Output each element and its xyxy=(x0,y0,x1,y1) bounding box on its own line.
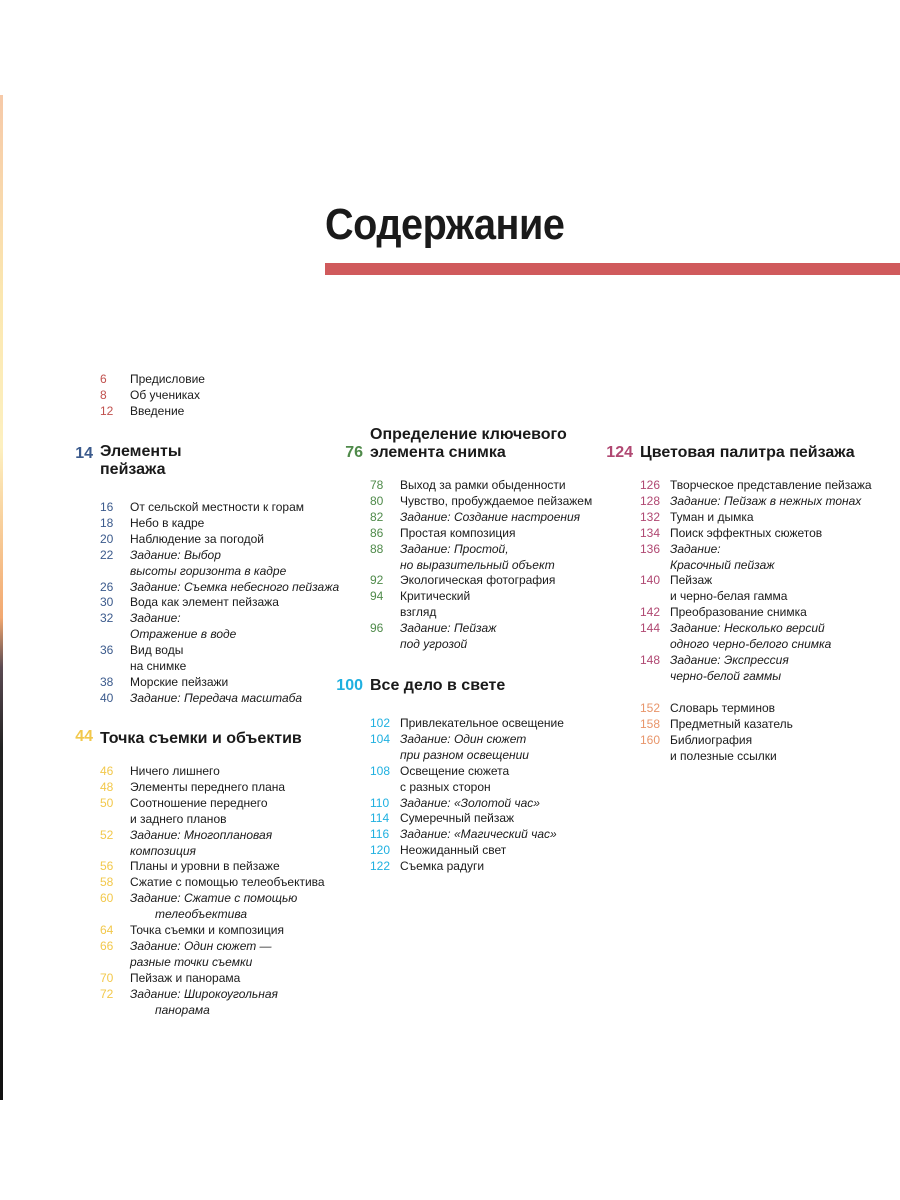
entry-title: Поиск эффектных сюжетов xyxy=(670,525,823,540)
toc-entry-line xyxy=(100,844,325,860)
toc-entry[interactable] xyxy=(100,691,339,707)
toc-entry-line xyxy=(640,733,793,749)
toc-entry-line xyxy=(100,627,339,643)
toc-entry-line xyxy=(370,478,592,494)
page-number: 26 xyxy=(100,579,114,594)
entry-title: Задание: Один сюжет — xyxy=(130,938,272,953)
toc-entry[interactable] xyxy=(100,580,339,596)
page-number-spacer xyxy=(100,844,130,860)
entry-title: композиция xyxy=(130,843,196,858)
toc-entry-line xyxy=(640,701,793,717)
toc-entry-line xyxy=(100,875,325,891)
toc-entry-line xyxy=(100,372,205,388)
entry-title: телеобъектива xyxy=(155,907,248,922)
entry-title: под угрозой xyxy=(400,637,468,652)
section-number: 44 xyxy=(75,728,93,745)
section-number: 100 xyxy=(336,677,363,694)
page-number: 108 xyxy=(370,763,391,778)
toc-entry-line xyxy=(100,691,339,707)
toc-entry[interactable] xyxy=(100,891,325,923)
toc-entry-line xyxy=(100,796,325,812)
toc-entry[interactable] xyxy=(640,542,872,574)
entry-title: Чувство, пробуждаемое пейзажем xyxy=(400,493,593,508)
page-number: 78 xyxy=(370,478,384,492)
toc-entry-line xyxy=(370,764,564,780)
toc-entry[interactable] xyxy=(100,500,339,516)
toc-entry-line xyxy=(100,675,339,691)
toc-entry-line xyxy=(100,643,339,659)
page-number: 128 xyxy=(640,493,661,508)
page-number: 102 xyxy=(370,716,391,730)
toc-entry-line xyxy=(370,780,564,796)
toc-entry[interactable] xyxy=(370,764,564,796)
page-number: 114 xyxy=(370,811,390,826)
entry-title: Простая композиция xyxy=(400,525,516,540)
page-number: 20 xyxy=(100,531,114,546)
entry-title: Задание: Несколько версий xyxy=(670,621,825,636)
toc-entry[interactable] xyxy=(100,939,325,971)
toc-entry[interactable] xyxy=(100,859,325,875)
entry-title: От сельской местности к горам xyxy=(130,500,305,514)
page-number: 50 xyxy=(100,795,114,810)
toc-entry-line xyxy=(640,478,872,494)
page-number: 46 xyxy=(100,764,114,778)
entry-title: панорама xyxy=(155,1002,210,1017)
toc-list xyxy=(100,764,325,1019)
page-number-spacer xyxy=(370,637,400,653)
entry-title: Задание: Широкоугольная xyxy=(130,986,278,1001)
toc-entry-line xyxy=(370,732,564,748)
page-number: 70 xyxy=(100,970,114,985)
entry-title: Ничего лишнего xyxy=(130,764,220,778)
toc-entry-line xyxy=(100,580,339,596)
page-number: 142 xyxy=(640,605,661,620)
entry-title: Сумеречный пейзаж xyxy=(400,811,515,826)
entry-title: Задание: Создание настроения xyxy=(400,509,581,524)
page-number: 32 xyxy=(100,611,114,626)
toc-entry[interactable] xyxy=(100,796,325,828)
page-number: 126 xyxy=(640,478,661,492)
toc-entry[interactable] xyxy=(370,621,592,653)
page-number: 18 xyxy=(100,515,114,530)
entry-title: Задание: «Магический час» xyxy=(400,827,557,842)
page-number: 120 xyxy=(370,843,391,858)
toc-entry-line xyxy=(100,859,325,875)
page-number: 152 xyxy=(640,701,661,715)
page-title: Содержание xyxy=(325,200,565,249)
toc-entry-line xyxy=(100,595,339,611)
page-number: 92 xyxy=(370,573,384,588)
entry-title: Выход за рамки обыденности xyxy=(400,478,566,492)
toc-entry-line xyxy=(640,605,872,621)
toc-list xyxy=(640,478,872,685)
toc-entry-line xyxy=(640,494,872,510)
page-number: 22 xyxy=(100,547,114,562)
toc-entry[interactable] xyxy=(100,404,205,420)
toc-entry-line xyxy=(640,621,872,637)
section-heading-line: Цветовая палитра пейзажа xyxy=(640,444,855,461)
page-number-spacer xyxy=(640,589,670,605)
toc-entry-line xyxy=(370,542,592,558)
entry-title: высоты горизонта в кадре xyxy=(130,563,287,578)
section-heading-line: Точка съемки и объектив xyxy=(100,730,302,747)
page-number: 94 xyxy=(370,589,384,604)
toc-entry-line xyxy=(370,827,564,843)
entry-title: Элементы переднего плана xyxy=(130,779,286,794)
page-number: 30 xyxy=(100,595,114,610)
entry-title: Задание: Пейзаж в нежных тонах xyxy=(670,493,862,508)
entry-title: Точка съемки и композиция xyxy=(130,923,284,938)
toc-entry[interactable] xyxy=(370,542,592,574)
toc-entry-line xyxy=(640,526,872,542)
toc-entry[interactable] xyxy=(100,548,339,580)
page-number: 12 xyxy=(100,403,114,418)
toc-entry-line xyxy=(100,659,339,675)
toc-entry-line xyxy=(370,637,592,653)
section-number: 76 xyxy=(345,444,363,461)
toc-entry-line xyxy=(100,923,325,939)
toc-entry[interactable] xyxy=(100,532,339,548)
entry-title: Предисловие xyxy=(130,372,205,386)
entry-title: Библиография xyxy=(670,732,753,747)
page-number: 36 xyxy=(100,643,114,658)
toc-entry[interactable] xyxy=(100,388,205,404)
entry-title: Задание: Простой, xyxy=(400,541,509,556)
entry-title: Наблюдение за погодой xyxy=(130,531,265,546)
toc-entry[interactable] xyxy=(370,510,592,526)
toc-list xyxy=(370,716,564,875)
toc-entry-line xyxy=(100,532,339,548)
section-heading-line: Определение ключевого xyxy=(370,426,567,443)
page-number-spacer xyxy=(370,780,400,796)
section-heading[interactable] xyxy=(100,730,302,748)
page-number: 80 xyxy=(370,493,384,508)
page-number: 96 xyxy=(370,621,384,636)
toc-entry-line xyxy=(100,548,339,564)
entry-title: Задание: Многоплановая xyxy=(130,827,273,842)
page-number: 134 xyxy=(640,525,661,540)
entry-title: Критический xyxy=(400,589,471,604)
toc-entry-line xyxy=(640,589,872,605)
toc-list xyxy=(640,701,793,765)
page-number-spacer xyxy=(640,637,670,653)
entry-title: Планы и уровни в пейзаже xyxy=(130,859,280,874)
page-number: 144 xyxy=(640,621,661,636)
toc-entry[interactable] xyxy=(100,971,325,987)
toc-entry-line xyxy=(370,494,592,510)
page-number-spacer xyxy=(640,558,670,574)
page-number: 158 xyxy=(640,716,661,731)
page-number-spacer xyxy=(100,955,130,971)
entry-title: на снимке xyxy=(130,659,187,674)
entry-title: Пейзаж и панорама xyxy=(130,970,241,985)
toc-entry-line xyxy=(100,500,339,516)
entry-title: Задание: «Золотой час» xyxy=(400,795,540,810)
page-number-spacer xyxy=(100,627,130,643)
toc-entry-line xyxy=(100,828,325,844)
page-edge-strip xyxy=(0,95,3,1100)
entry-title: Освещение сюжета xyxy=(400,763,510,778)
entry-title: Творческое представление пейзажа xyxy=(670,478,872,492)
toc-entry-line xyxy=(640,749,793,765)
entry-title: Задание: Сжатие с помощью xyxy=(130,891,298,906)
entry-title: Съемка радуги xyxy=(400,859,485,874)
page-number-spacer xyxy=(100,812,130,828)
entry-title: Вид воды xyxy=(130,643,184,658)
page-number: 86 xyxy=(370,525,384,540)
toc-entry[interactable] xyxy=(640,621,872,653)
page-number: 58 xyxy=(100,875,114,890)
entry-title: Небо в кадре xyxy=(130,515,205,530)
section-heading-line: Все дело в свете xyxy=(370,677,506,694)
entry-title: и полезные ссылки xyxy=(670,748,777,763)
page-number: 6 xyxy=(100,372,107,386)
toc-entry[interactable] xyxy=(100,764,325,780)
toc-entry-line xyxy=(100,516,339,532)
entry-title: но выразительный объект xyxy=(400,557,555,572)
page-number-spacer xyxy=(640,669,670,685)
page-number: 52 xyxy=(100,827,114,842)
entry-title: Задание: Съемка небесного пейзажа xyxy=(130,579,340,594)
toc-entry-line xyxy=(640,510,872,526)
page-number: 104 xyxy=(370,731,391,746)
toc-entry-line xyxy=(370,573,592,589)
toc-entry[interactable] xyxy=(100,780,325,796)
entry-title: Словарь терминов xyxy=(670,701,775,715)
toc-entry[interactable] xyxy=(370,859,564,875)
toc-entry[interactable] xyxy=(370,811,564,827)
toc-entry[interactable] xyxy=(370,732,564,764)
toc-entry-line xyxy=(100,404,205,420)
entry-title: и заднего планов xyxy=(130,811,227,826)
toc-list xyxy=(100,500,339,707)
toc-entry[interactable] xyxy=(100,372,205,388)
entry-title: Задание: xyxy=(670,541,721,556)
entry-title: черно-белой гаммы xyxy=(670,668,782,683)
entry-title: Задание: Пейзаж xyxy=(400,621,497,636)
page-number: 8 xyxy=(100,387,107,402)
section-heading-line: элемента снимка xyxy=(370,443,506,461)
toc-entry[interactable] xyxy=(640,526,872,542)
toc-entry-line xyxy=(640,637,872,653)
entry-title: Об учениках xyxy=(130,387,200,402)
page-number-spacer xyxy=(100,1003,130,1019)
toc-entry[interactable] xyxy=(370,796,564,812)
page-number: 132 xyxy=(640,509,661,524)
page-number: 72 xyxy=(100,986,114,1001)
toc-entry-line xyxy=(370,716,564,732)
entry-title: Сжатие с помощью телеобъектива xyxy=(130,875,325,890)
entry-title: одного черно-белого снимка xyxy=(670,637,832,652)
toc-entry[interactable] xyxy=(640,494,872,510)
toc-entry[interactable] xyxy=(640,510,872,526)
section-number: 14 xyxy=(75,445,93,462)
toc-list xyxy=(100,372,205,420)
toc-entry-line xyxy=(640,542,872,558)
page-number: 88 xyxy=(370,541,384,556)
toc-entry-line xyxy=(640,669,872,685)
page-number: 16 xyxy=(100,500,114,514)
toc-entry[interactable] xyxy=(100,923,325,939)
toc-entry-line xyxy=(640,558,872,574)
toc-entry[interactable] xyxy=(100,987,325,1019)
toc-entry[interactable] xyxy=(640,573,872,605)
toc-entry-line xyxy=(100,388,205,404)
page-number: 66 xyxy=(100,938,114,953)
toc-entry[interactable] xyxy=(370,494,592,510)
toc-entry-line xyxy=(100,611,339,627)
entry-title: Экологическая фотография xyxy=(400,573,556,588)
toc-entry-line xyxy=(100,971,325,987)
toc-entry-line xyxy=(100,891,325,907)
toc-entry[interactable] xyxy=(100,611,339,643)
section-heading-line: пейзажа xyxy=(100,460,166,478)
toc-entry[interactable] xyxy=(640,653,872,685)
toc-entry-line xyxy=(370,859,564,875)
page-number-spacer xyxy=(100,907,130,923)
entry-title: Отражение в воде xyxy=(130,627,237,642)
entry-title: Красочный пейзаж xyxy=(670,557,775,572)
entry-title: Задание: xyxy=(130,611,181,626)
title-underline-bar xyxy=(325,263,900,275)
page-number: 40 xyxy=(100,690,114,705)
page-number-spacer xyxy=(370,605,400,621)
page-number: 122 xyxy=(370,859,391,874)
toc-entry[interactable] xyxy=(100,595,339,611)
entry-title: Привлекательное освещение xyxy=(400,716,564,730)
toc-entry[interactable] xyxy=(370,827,564,843)
toc-entry-line xyxy=(100,1003,325,1019)
toc-entry-line xyxy=(100,812,325,828)
entry-title: Неожиданный свет xyxy=(400,843,507,858)
page-number: 82 xyxy=(370,509,384,524)
toc-entry[interactable] xyxy=(100,643,339,675)
page-number-spacer xyxy=(370,748,400,764)
entry-title: с разных сторон xyxy=(400,779,491,794)
toc-entry[interactable] xyxy=(100,875,325,891)
toc-entry-line xyxy=(370,811,564,827)
toc-entry[interactable] xyxy=(640,478,872,494)
toc-entry[interactable] xyxy=(100,828,325,860)
toc-entry-line xyxy=(100,955,325,971)
entry-title: Предметный казатель xyxy=(670,716,793,731)
section-number: 124 xyxy=(606,444,633,461)
toc-entry-line xyxy=(370,510,592,526)
toc-entry[interactable] xyxy=(640,701,793,717)
section-heading[interactable] xyxy=(640,444,855,462)
section-heading[interactable] xyxy=(100,443,182,478)
page-number-spacer xyxy=(370,558,400,574)
page-number: 56 xyxy=(100,859,114,874)
toc-entry-line xyxy=(100,564,339,580)
page-number: 110 xyxy=(370,795,390,810)
toc-entry-line xyxy=(370,526,592,542)
toc-entry-line xyxy=(640,653,872,669)
toc-entry-line xyxy=(370,843,564,859)
toc-entry-line xyxy=(100,764,325,780)
toc-entry[interactable] xyxy=(370,526,592,542)
toc-entry[interactable] xyxy=(370,573,592,589)
toc-entry-line xyxy=(370,605,592,621)
toc-entry-line xyxy=(370,589,592,605)
toc-entry[interactable] xyxy=(370,478,592,494)
page-number: 160 xyxy=(640,732,661,747)
toc-entry-line xyxy=(370,796,564,812)
section-heading[interactable] xyxy=(370,677,505,695)
toc-entry-line xyxy=(640,573,872,589)
entry-title: Задание: Экспрессия xyxy=(670,652,789,667)
toc-entry[interactable] xyxy=(100,675,339,691)
entry-title: Преобразование снимка xyxy=(670,605,807,620)
toc-entry-line xyxy=(100,907,325,923)
page-number: 116 xyxy=(370,827,390,842)
section-heading-line: Элементы xyxy=(100,443,182,460)
entry-title: Морские пейзажи xyxy=(130,674,229,689)
page-number-spacer xyxy=(100,564,130,580)
page-number: 140 xyxy=(640,573,661,588)
entry-title: взгляд xyxy=(400,605,437,620)
page-number: 148 xyxy=(640,652,661,667)
toc-entry-line xyxy=(640,717,793,733)
toc-entry-line xyxy=(370,621,592,637)
entry-title: Введение xyxy=(130,403,185,418)
toc-entry-line xyxy=(370,748,564,764)
toc-entry[interactable] xyxy=(370,843,564,859)
entry-title: при разном освещении xyxy=(400,747,529,762)
page-number: 48 xyxy=(100,779,114,794)
entry-title: Задание: Выбор xyxy=(130,547,221,562)
toc-entry[interactable] xyxy=(640,717,793,733)
toc-entry[interactable] xyxy=(100,516,339,532)
entry-title: Туман и дымка xyxy=(670,509,754,524)
entry-title: Задание: Передача масштаба xyxy=(130,690,303,705)
toc-entry-line xyxy=(100,780,325,796)
section-heading[interactable] xyxy=(370,426,567,461)
entry-title: Вода как элемент пейзажа xyxy=(130,595,279,610)
page-number: 60 xyxy=(100,891,114,906)
page-number: 38 xyxy=(100,674,114,689)
entry-title: разные точки съемки xyxy=(130,954,253,969)
entry-title: Задание: Один сюжет xyxy=(400,731,527,746)
entry-title: и черно-белая гамма xyxy=(670,589,788,604)
page-number-spacer xyxy=(640,749,670,765)
toc-list xyxy=(370,478,592,653)
toc-entry-line xyxy=(100,987,325,1003)
toc-entry[interactable] xyxy=(370,589,592,621)
toc-entry-line xyxy=(370,558,592,574)
page-number-spacer xyxy=(100,659,130,675)
toc-entry-line xyxy=(100,939,325,955)
toc-entry[interactable] xyxy=(370,716,564,732)
toc-entry[interactable] xyxy=(640,733,793,765)
entry-title: Пейзаж xyxy=(670,573,713,588)
toc-entry[interactable] xyxy=(640,605,872,621)
page-number: 64 xyxy=(100,923,114,938)
entry-title: Соотношение переднего xyxy=(130,795,268,810)
page-number: 136 xyxy=(640,541,661,556)
